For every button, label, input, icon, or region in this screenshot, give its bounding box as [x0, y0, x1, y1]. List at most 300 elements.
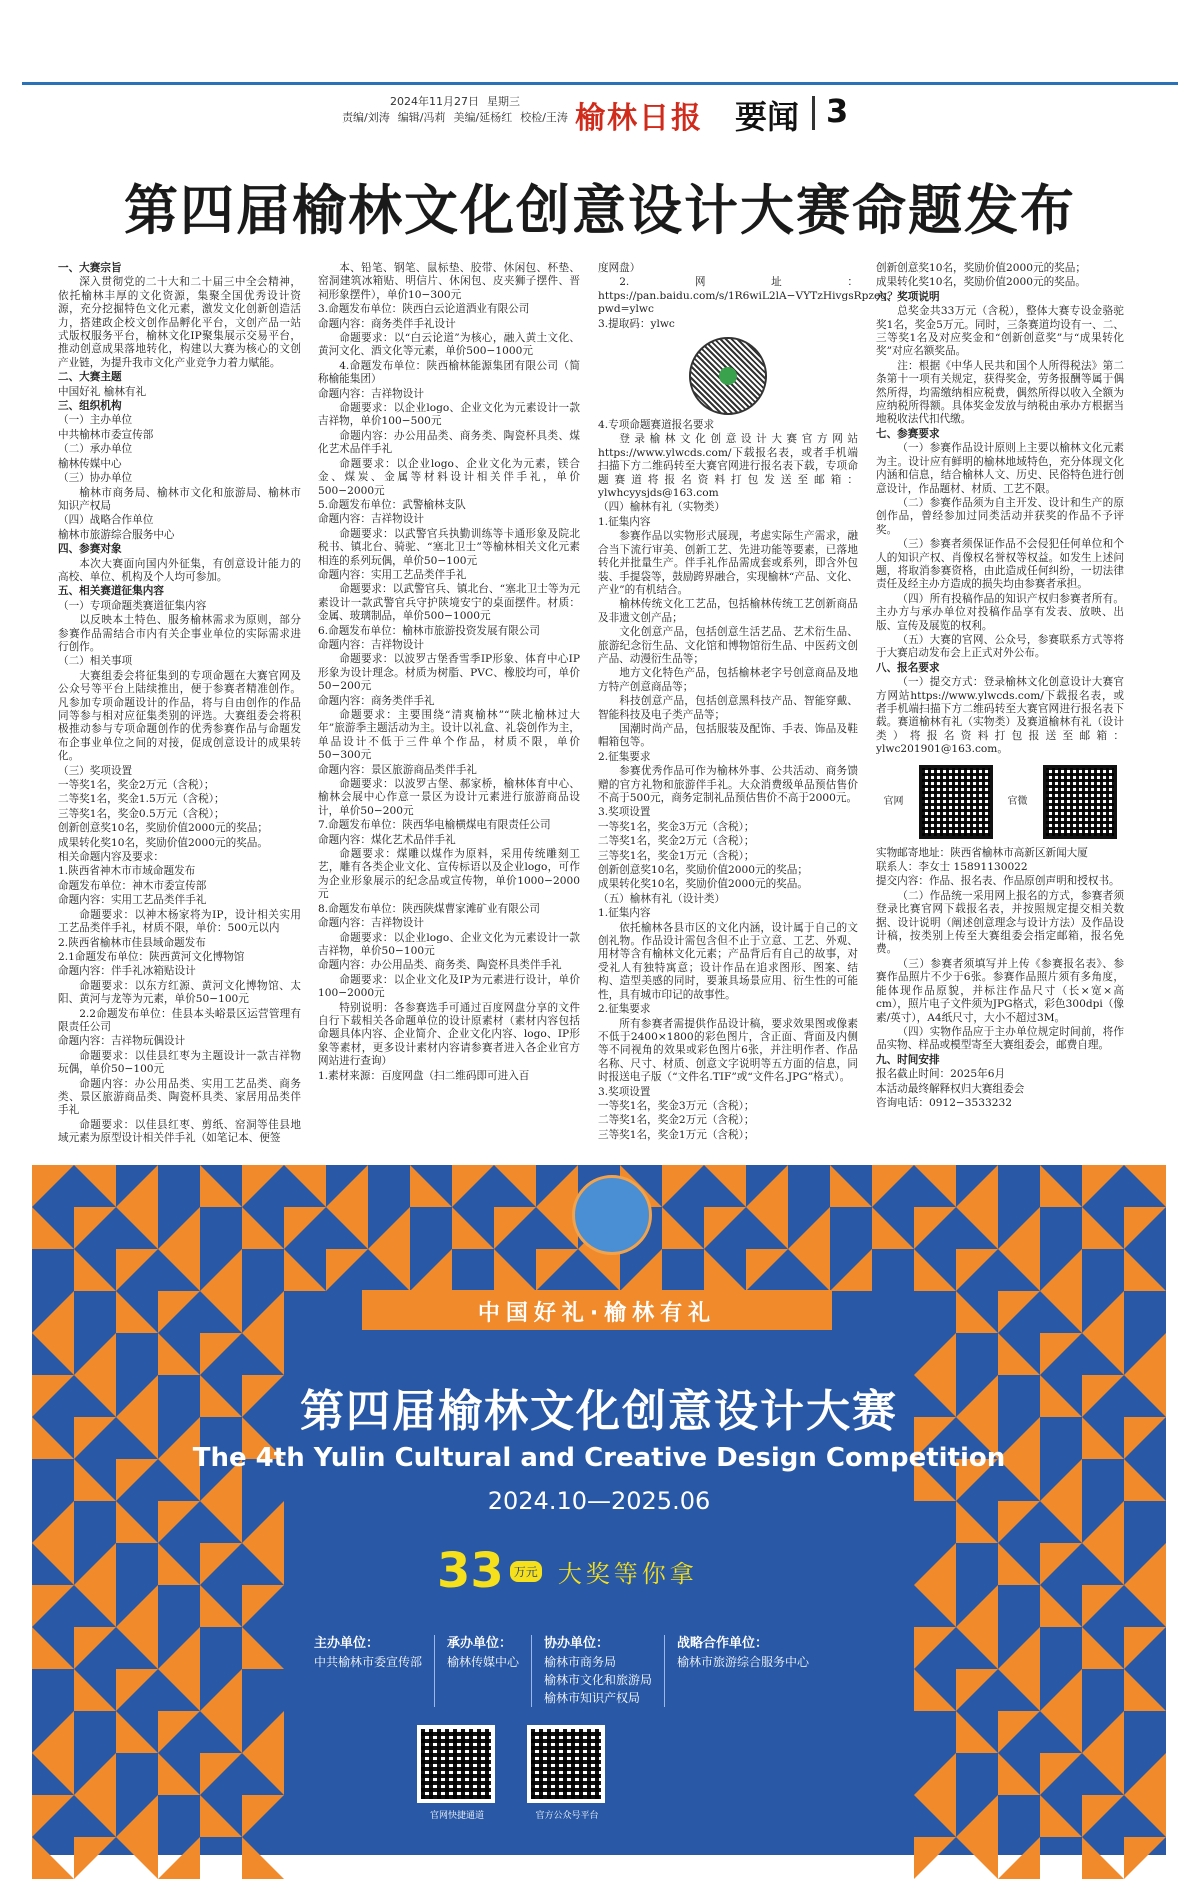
pattern-triangle	[956, 1837, 998, 1879]
pattern-triangle	[956, 1795, 998, 1837]
paragraph: （三）参赛者须保证作品不会侵犯任何单位和个人的知识产权、肖像权名誉权等权益。如发生上述问题，将取消参赛资格，由此造成任何纠纷，一切法律责任及经主办方造成的损失均由参赛者承担。	[876, 538, 1124, 591]
section-heading: 五、相关赛道征集内容	[58, 585, 164, 598]
pattern-triangle	[452, 1207, 494, 1249]
paragraph: 深入贯彻党的二十大和二十届三中全会精神，依托榆林丰厚的文化资源，集聚全国优秀设计资源，充分挖掘特色文化元素，激发文化创新创造活力，搭建政企校文创作品孵化平台，文创产品一站式版权服务平台，榆林文化IP聚集展示交易平台，推动创意成果落地转化，构建以大赛为核心的文创产业链，为提升我市文化产业竞争力着力赋能。	[58, 276, 301, 369]
pattern-triangle	[74, 1585, 116, 1627]
paragraph: 一等奖1名，奖金3万元（含税）；	[598, 820, 755, 833]
paragraph: 命题内容：吉祥物设计	[318, 638, 424, 651]
pattern-triangle	[200, 1165, 242, 1207]
pattern-triangle	[242, 1333, 284, 1375]
paragraph: 国潮时尚产品，包括服装及配饰、手表、饰品及鞋帽箱包等。	[598, 722, 858, 749]
website-qr-label: 官网快捷通道	[429, 1811, 484, 1821]
paragraph: 大赛组委会将征集到的专项命题在大赛官网及公众号等平台上陆续推出，便于参赛者精准创作。凡参加专项命题设计的作品，将与自由创作的作品同等参与相对应征集类别的评选。大赛组委会将积极推动参与专项命题创作的优秀参赛作品与命题发布企事业单位之间的对接，促成创意设计的成果转化。	[58, 669, 301, 763]
wechat-qr-code[interactable]	[527, 1725, 605, 1803]
paragraph: 地方文化特色产品，包括榆林老字号创意商品及地方特产创意商品等；	[598, 667, 858, 693]
paragraph: 注：根据《中华人民共和国个人所得税法》第二条第十一项有关规定，获得奖金，劳务报酬等属于偶然所得，均需缴纳相应税费，偶然所得以收入全额为应纳税所得额。具体奖金发放与纳税由承办方根据当地税收法代扣代缴。	[876, 359, 1124, 426]
paragraph: 3.奖项设置	[598, 806, 651, 819]
pattern-triangle	[32, 1291, 74, 1333]
paragraph: 本次大赛面向国内外征集，有创意设计能力的高校、单位、机构及个人均可参加。	[58, 557, 301, 583]
column-2	[318, 262, 580, 1152]
contact-qr-row	[876, 765, 1124, 839]
paragraph: 三等奖1名，奖金1万元（含税）；	[598, 849, 755, 862]
paragraph: 命题内容：景区旅游商品类伴手礼	[318, 763, 477, 776]
pattern-triangle	[956, 1291, 998, 1333]
pattern-triangle	[1124, 1795, 1166, 1837]
paragraph: 相关命题内容及要求：	[58, 851, 164, 864]
pattern-triangle	[872, 1165, 914, 1207]
paragraph: 2.征集要求	[598, 750, 651, 763]
organizer-list	[302, 1635, 1062, 1707]
paragraph: 报名截止时间：2025年6月	[876, 1068, 1006, 1081]
co-name-1: 榆林市商务局	[544, 1655, 617, 1669]
paragraph: 命题内容：实用工艺品类伴手礼	[58, 894, 207, 907]
host-label: 主办单位：	[314, 1636, 380, 1651]
column-3	[598, 262, 893, 1152]
paragraph: 命题要求：以企业logo、企业文化为元素，镁合金、煤炭、金属等材料设计相关伴手礼，单价500−2000元	[318, 457, 580, 497]
pattern-triangle	[74, 1207, 116, 1249]
paragraph: 成果转化奖10名，奖励价值2000元的奖品。	[598, 878, 808, 891]
pattern-triangle	[32, 1627, 74, 1669]
paragraph: 5.命题发布单位：武警榆林支队	[318, 498, 466, 511]
pattern-triangle	[242, 1837, 284, 1879]
pattern-triangle	[74, 1669, 116, 1711]
paragraph: 榆林传统文化工艺品，包括榆林传统工艺创新商品及非遗文创产品；	[598, 598, 858, 624]
pattern-triangle	[158, 1249, 200, 1291]
wechat-qr-code[interactable]	[1043, 765, 1117, 839]
paragraph: （四）所有投稿作品的知识产权归参赛者所有。主办方与承办单位对投稿作品享有发表、放映、出版、宣传及展览的权利。	[876, 592, 1124, 632]
header-meta	[330, 94, 580, 126]
co-org	[532, 1635, 665, 1707]
pattern-triangle	[1082, 1837, 1124, 1879]
paragraph: 3.奖项设置	[598, 1085, 651, 1098]
pattern-triangle	[74, 1165, 116, 1207]
paragraph: 命题发布单位：神木市委宣传部	[58, 879, 207, 892]
pattern-triangle	[74, 1837, 116, 1879]
pattern-triangle	[1082, 1795, 1124, 1837]
paragraph: 命题要求：主要围绕“清爽榆林”“陕北榆林过大年”旅游季主题活动为主。设计以礼盒、礼袋创作为主，单品设计不低于三件单个作品，材质不限，单价50−300元	[318, 709, 580, 762]
paragraph: 3.提取码：ylwc	[598, 317, 675, 330]
pattern-triangle	[158, 1837, 200, 1879]
paragraph: 命题内容：吉祥物设计	[318, 917, 424, 930]
pattern-triangle	[116, 1711, 158, 1753]
pattern-triangle	[956, 1585, 998, 1627]
pattern-triangle	[956, 1249, 998, 1291]
pattern-triangle	[242, 1627, 284, 1669]
paragraph: 总奖金共33万元（含税），整体大赛专设金骆驼奖1名，奖金5万元。同时，三条赛道均设有一、二、三等奖1名及对应奖金和“创新创意奖”与“成果转化奖”对应名额奖品。	[876, 305, 1124, 358]
pattern-triangle	[158, 1711, 200, 1753]
pattern-triangle	[1124, 1585, 1166, 1627]
pattern-triangle	[620, 1249, 662, 1291]
paragraph: 三等奖1名，奖金1万元（含税）；	[598, 1128, 755, 1141]
website-qr-code[interactable]	[417, 1725, 495, 1803]
pattern-triangle	[1124, 1837, 1166, 1879]
paragraph: 命题要求：以“白云论道”为核心，融入黄土文化、黄河文化、酒文化等元素，单价500−1000元	[318, 332, 580, 358]
pattern-triangle	[914, 1249, 956, 1291]
pattern-triangle	[746, 1249, 788, 1291]
pattern-triangle	[662, 1165, 704, 1207]
paragraph: 成果转化奖10名，奖励价值2000元的奖品。	[58, 836, 268, 849]
pattern-triangle	[998, 1207, 1040, 1249]
pattern-triangle	[1082, 1291, 1124, 1333]
paragraph: 3.命题发布单位：陕西白云论道酒业有限公司	[318, 303, 530, 316]
pattern-triangle	[914, 1165, 956, 1207]
pattern-triangle	[116, 1837, 158, 1879]
paragraph: 以反映本土特色、服务榆林需求为原则，部分参赛作品需结合市内有关企事业单位的实际需求进行创作。	[58, 614, 301, 653]
pattern-triangle	[704, 1207, 746, 1249]
pattern-triangle	[242, 1753, 284, 1795]
website-qr-code[interactable]	[919, 765, 993, 839]
pattern-triangle	[32, 1585, 74, 1627]
pattern-triangle	[368, 1207, 410, 1249]
prize-amount: 33	[437, 1543, 504, 1599]
designer-credit: 美编/延杨红	[453, 111, 513, 124]
paragraph: （五）榆林有礼（设计类）	[598, 892, 726, 905]
pattern-triangle	[158, 1543, 200, 1585]
pattern-triangle	[158, 1291, 200, 1333]
pattern-triangle	[914, 1753, 956, 1795]
section-heading: 七、参赛要求	[876, 427, 940, 440]
pattern-triangle	[74, 1333, 116, 1375]
paragraph: 2.网址：https://pan.baidu.com/s/1R6wiL2lA−VYTzHivgsRpzeg?pwd=ylwc	[598, 276, 893, 316]
paragraph: 命题要求：以神木杨家将为IP，设计相关实用工艺品类伴手礼，材质不限，单价：500元以内	[58, 908, 301, 935]
pattern-triangle	[704, 1165, 746, 1207]
pattern-triangle	[200, 1333, 242, 1375]
paragraph: 1.陕西省神木市市域命题发布	[58, 865, 196, 878]
prize-line	[437, 1543, 698, 1599]
paragraph: （四）榆林有礼（实物类）	[598, 501, 726, 514]
pattern-triangle	[32, 1837, 74, 1879]
masthead: 榆林日报	[575, 101, 703, 136]
paragraph: 度网盘）	[598, 262, 641, 274]
pattern-triangle	[1040, 1543, 1082, 1585]
pattern-triangle	[746, 1165, 788, 1207]
pattern-triangle	[74, 1543, 116, 1585]
pattern-triangle	[200, 1669, 242, 1711]
paragraph: 特别说明：各参赛选手可通过百度网盘分享的文件自行下载相关各命题单位的设计原素材（素材内容包括命题具体内容、企业简介、企业文化内容、logo、IP形象等素材，更多设计素材内容请参赛者进入各企业官方网站进行查询）	[318, 1001, 580, 1068]
pattern-triangle	[914, 1333, 956, 1375]
paragraph: 依托榆林各县市区的文化内涵，设计属于自己的文创礼物。作品设计需包含但不止于立意、工艺、外观、用材等含有榆林文化元素；产品背后有自己的故事，对受礼人有独特寓意；设计作品在追求图形、图案、结构、造型美感的同时，要兼具场景应用、衍生性的可能性，具有城市印记的故事性。	[598, 921, 858, 1001]
pattern-triangle	[200, 1753, 242, 1795]
paragraph: 命题内容：煤化艺术品伴手礼	[318, 833, 456, 846]
pattern-triangle	[1040, 1753, 1082, 1795]
column-1	[58, 262, 301, 1152]
paragraph: 提交内容：作品、报名表、作品原创声明和授权书。	[876, 875, 1120, 888]
paragraph: 1.征集内容	[598, 515, 651, 528]
pattern-triangle	[788, 1249, 830, 1291]
paragraph: 2.陕西省榆林市佳县域命题发布	[58, 936, 206, 949]
paragraph: 榆林传媒中心	[58, 457, 122, 470]
paragraph: （三）奖项设置	[58, 764, 133, 777]
paragraph: 命题内容：办公用品类、商务类、陶瓷杯具类伴手礼	[318, 959, 562, 972]
pattern-triangle	[704, 1249, 746, 1291]
pattern-triangle	[1040, 1165, 1082, 1207]
pattern-triangle	[158, 1207, 200, 1249]
pattern-triangle	[242, 1585, 284, 1627]
pattern-triangle	[788, 1207, 830, 1249]
paragraph: 命题要求：以武警官兵、镇北台、“塞北卫士等为元素设计一款武警官兵守护陕境安宁的桌面摆件。材质：金属、玻璃制品，单价500−1000元	[318, 583, 580, 623]
pattern-triangle	[830, 1165, 872, 1207]
pattern-triangle	[368, 1249, 410, 1291]
paragraph: 榆林市商务局、榆林市文化和旅游局、榆林市知识产权局	[58, 486, 301, 512]
page-number: 3	[826, 92, 849, 130]
poster-title-en: The 4th Yulin Cultural and Creative Design Competition	[192, 1443, 1006, 1473]
organizer-label: 承办单位：	[447, 1636, 513, 1651]
section-heading: 一、大赛宗旨	[58, 262, 122, 274]
paragraph: 命题内容：吉祥物设计	[318, 513, 424, 526]
pattern-triangle	[200, 1711, 242, 1753]
pattern-triangle	[200, 1249, 242, 1291]
pattern-triangle	[1082, 1207, 1124, 1249]
paragraph: 命题内容：实用工艺品类伴手礼	[318, 568, 467, 581]
pattern-triangle	[1082, 1165, 1124, 1207]
paragraph: 命题要求：以企业logo、企业文化为元素设计一款吉祥物，单价100−500元	[318, 402, 580, 428]
paragraph: 1.征集内容	[598, 907, 651, 920]
pattern-triangle	[158, 1753, 200, 1795]
pattern-triangle	[1040, 1291, 1082, 1333]
paragraph: 榆林市旅游综合服务中心	[58, 528, 175, 541]
partner-name: 榆林市旅游综合服务中心	[677, 1655, 810, 1669]
paragraph: 一等奖1名，奖金3万元（含税）；	[598, 1099, 755, 1112]
pattern-triangle	[956, 1165, 998, 1207]
pattern-triangle	[116, 1249, 158, 1291]
prize-text: 大奖等你拿	[557, 1559, 698, 1588]
host-name: 中共榆林市委宣传部	[314, 1655, 423, 1669]
paragraph: 4.专项命题赛道报名要求	[598, 419, 715, 432]
article-columns	[58, 262, 1168, 1152]
paragraph: （五）大赛的官网、公众号，参赛联系方式等将于大赛启动发布会上正式对外公布。	[876, 633, 1124, 660]
prize-unit: 万元	[510, 1561, 542, 1582]
organizer-name: 榆林传媒中心	[447, 1655, 520, 1669]
pattern-triangle	[74, 1249, 116, 1291]
pattern-triangle	[242, 1543, 284, 1585]
pattern-triangle	[32, 1795, 74, 1837]
pattern-triangle	[1040, 1585, 1082, 1627]
pattern-triangle	[1040, 1795, 1082, 1837]
paragraph: （三）协办单位	[58, 472, 133, 485]
pattern-triangle	[494, 1249, 536, 1291]
pattern-triangle	[200, 1543, 242, 1585]
paragraph: 中共榆林市委宣传部	[58, 428, 154, 441]
pattern-triangle	[494, 1207, 536, 1249]
pattern-triangle	[200, 1795, 242, 1837]
paragraph: （一）参赛作品设计原则上主要以榆林文化元素为主。设计应有鲜明的榆林地域特色，充分体现文化内涵和信息，结合榆林人文、历史、民俗特色进行创意设计，作品题材、材质、工艺不限。	[876, 442, 1124, 495]
pattern-triangle	[242, 1165, 284, 1207]
slogan-text: 中国好礼·榆林有礼	[477, 1301, 717, 1326]
paragraph: 命题内容：办公用品类、商务类、陶瓷杯具类、煤化艺术品伴手礼	[318, 429, 580, 456]
paragraph: 创新创意奖10名，奖励价值2000元的奖品；	[876, 262, 1086, 274]
paragraph: （一）专项命题类赛道征集内容	[58, 599, 207, 612]
pattern-triangle	[116, 1795, 158, 1837]
pattern-triangle	[1082, 1585, 1124, 1627]
section-heading: 六、奖项说明	[876, 290, 940, 303]
paragraph: 命题内容：吉祥物设计	[318, 387, 424, 400]
pattern-triangle	[116, 1669, 158, 1711]
paragraph: （四）战略合作单位	[58, 514, 154, 527]
paragraph: （一）提交方式：登录榆林文化创意设计大赛官方网站https://www.ylwcds.com/下载报名表，或者手机端扫描下方二维码转至大赛官网进行报名表下载。赛道榆林有礼（实物类）及赛道榆林有礼（设计类）将报名资料打包报送至邮箱：ylwc201901@163.com。	[876, 676, 1124, 756]
partner-org	[665, 1635, 821, 1707]
paragraph: 命题要求：以企业logo、企业文化为元素设计一款吉祥物，单价50−100元	[318, 931, 580, 957]
pattern-triangle	[1124, 1627, 1166, 1669]
pattern-triangle	[1040, 1333, 1082, 1375]
paragraph: 命题内容：吉祥物玩偶设计	[58, 1035, 186, 1048]
pattern-triangle	[998, 1543, 1040, 1585]
paragraph: 本活动最终解释权归大赛组委会	[876, 1082, 1025, 1095]
compiler-credit: 编辑/冯莉	[397, 111, 446, 124]
pattern-triangle	[284, 1207, 326, 1249]
pattern-triangle	[956, 1207, 998, 1249]
pattern-triangle	[1082, 1627, 1124, 1669]
pattern-triangle	[914, 1543, 956, 1585]
proofreader-credit: 校检/王涛	[520, 111, 568, 124]
pattern-triangle	[242, 1291, 284, 1333]
paragraph: 命题内容：伴手礼冰箱贴设计	[58, 965, 196, 978]
pattern-triangle	[32, 1711, 74, 1753]
competition-poster	[32, 1165, 1166, 1855]
pattern-triangle	[116, 1627, 158, 1669]
pattern-triangle	[1124, 1165, 1166, 1207]
paragraph: 7.命题发布单位：陕西华电榆横煤电有限责任公司	[318, 819, 551, 832]
paragraph: （二）参赛作品须为自主开发、设计和生产的原创作品，曾经参加过同类活动并获奖的作品不予评奖。	[876, 496, 1124, 536]
pattern-triangle	[410, 1165, 452, 1207]
paragraph: 命题要求：以波罗古堡、郝家桥，榆林体育中心、榆林会展中心作意一景区为设计元素进行旅游商品设计，单价50−200元	[318, 778, 580, 817]
paragraph: 参赛优秀作品可作为榆林外事、公共活动、商务馈赠的官方礼物和旅游伴手礼。大众消费级单品预估售价不高于500元，商务定制礼品预估售价不高于2000元。	[598, 765, 858, 804]
paragraph: 命题要求：以东方红源、黄河文化博物馆、太阳、黄河与龙等为元素，单价50−100元	[58, 979, 301, 1006]
pattern-triangle	[914, 1837, 956, 1879]
paragraph: 命题内容：商务类伴手礼设计	[318, 317, 456, 330]
pattern-triangle	[32, 1333, 74, 1375]
pattern-triangle	[74, 1795, 116, 1837]
paragraph: （一）主办单位	[58, 414, 133, 427]
section-name: 要闻	[735, 98, 800, 136]
co-name-2: 榆林市文化和旅游局	[544, 1673, 653, 1687]
pattern-triangle	[326, 1249, 368, 1291]
editor-credit: 责编/刘涛	[342, 111, 390, 124]
host-org	[302, 1635, 435, 1707]
paragraph: 咨询电话：0912−3533232	[876, 1096, 1012, 1109]
paragraph: （二）承办单位	[58, 443, 133, 456]
paragraph: 创新创意奖10名，奖励价值2000元的奖品；	[58, 822, 268, 835]
paragraph: 命题内容：商务类伴手礼	[318, 694, 435, 707]
section-heading: 三、组织机构	[58, 400, 122, 413]
paragraph: （二）相关事项	[58, 655, 133, 668]
website-label: 官网	[883, 795, 904, 807]
pattern-triangle	[326, 1165, 368, 1207]
paragraph: 6.命题发布单位：榆林市旅游投资发展有限公司	[318, 624, 540, 637]
pattern-triangle	[746, 1207, 788, 1249]
pattern-triangle	[200, 1585, 242, 1627]
paragraph: 命题要求：以波罗古堡香雪季IP形象、体育中心IP形象为设计理念。材质为树脂、PVC、橡胶均可，单价50−200元	[318, 653, 580, 693]
paragraph: 8.命题发布单位：陕西陕煤曹家滩矿业有限公司	[318, 902, 540, 915]
paragraph: 2.征集要求	[598, 1003, 651, 1016]
pattern-triangle	[1040, 1249, 1082, 1291]
pattern-triangle	[116, 1207, 158, 1249]
pattern-triangle	[998, 1291, 1040, 1333]
pattern-triangle	[32, 1207, 74, 1249]
paragraph: 文化创意产品，包括创意生活艺品、艺术衍生品、旅游纪念衍生品、文化馆和博物馆衍生品、中医药文创产品、动漫衍生品等；	[598, 626, 858, 665]
pattern-triangle	[32, 1543, 74, 1585]
baidu-pan-qr-code[interactable]	[689, 337, 767, 415]
poster-title: 第四届榆林文化创意设计大赛	[300, 1386, 898, 1437]
paragraph: 命题要求：以佳县红枣为主题设计一款吉祥物玩偶，单价50−100元	[58, 1049, 301, 1076]
section-heading: 九、时间安排	[876, 1053, 940, 1066]
wechat-label: 官微	[1007, 795, 1028, 807]
pattern-triangle	[914, 1795, 956, 1837]
pattern-triangle	[662, 1207, 704, 1249]
pattern-triangle	[200, 1291, 242, 1333]
pattern-triangle	[116, 1291, 158, 1333]
pattern-triangle	[1124, 1669, 1166, 1711]
section-heading: 二、大赛主题	[58, 371, 122, 384]
pattern-triangle	[1082, 1543, 1124, 1585]
paragraph: 创新创意奖10名，奖励价值2000元的奖品；	[598, 864, 808, 877]
pattern-triangle	[1082, 1753, 1124, 1795]
pattern-triangle	[494, 1165, 536, 1207]
pattern-triangle	[452, 1165, 494, 1207]
pattern-triangle	[158, 1627, 200, 1669]
pattern-triangle	[536, 1165, 578, 1207]
pattern-triangle	[158, 1333, 200, 1375]
pattern-triangle	[536, 1249, 578, 1291]
paragraph: 三等奖1名，奖金0.5万元（含税）；	[58, 807, 225, 820]
pattern-triangle	[242, 1795, 284, 1837]
pattern-triangle	[956, 1711, 998, 1753]
paragraph: （三）参赛者须填写并上传《参赛报名表》、参赛作品照片不少于6张。参赛作品照片须有多角度，能体现作品原貌，并标注作品尺寸（长×宽×高cm），照片电子文件须为JPG格式，彩色300dpi（像素/英寸），A4纸尺寸，大小不超过3M。	[876, 957, 1124, 1024]
paragraph: 命题要求：煤雕以煤作为原料，采用传统雕刻工艺，雕有各类企业文化、宣传标语以及企业logo，可作为企业形象展示的纪念品或宣传物，单价1000−2000元	[318, 848, 580, 901]
pattern-triangle	[914, 1207, 956, 1249]
paragraph: 中国好礼 榆林有礼	[58, 385, 147, 398]
paragraph: 参赛作品以实物形式展现，考虑实际生产需求，融合当下流行审美、创新工艺、先进功能等要素，已落地转化并批量生产。伴手礼作品需成套或系列，即含外包装、手提袋等，鼓励跨界融合，实现榆林“产品、文化、产业”的有机结合。	[598, 530, 858, 596]
pattern-triangle	[998, 1753, 1040, 1795]
pattern-triangle	[1124, 1753, 1166, 1795]
paragraph: 二等奖1名，奖金1.5万元（含税）；	[58, 793, 225, 806]
paragraph: 联系人：李女士 15891130022	[876, 861, 1028, 874]
paragraph: （二）作品统一采用网上报名的方式，参赛者须登录比赛官网下载报名表，并按照规定提交相关数据、设计说明（阐述创意理念与设计方法）及作品设计稿，按类别上传至大赛组委会指定邮箱，报名免费。	[876, 889, 1124, 956]
paragraph: 一等奖1名，奖金2万元（含税）；	[58, 779, 215, 792]
paragraph: 2.2命题发布单位：佳县本头峪景区运营管理有限责任公司	[58, 1007, 301, 1033]
pattern-triangle	[410, 1249, 452, 1291]
column-4	[876, 262, 1124, 1152]
paragraph: 本、铅笔、钢笔、鼠标垫、胶带、休闲包、杯垫、窑洞建筑冰箱贴、明信片、休闲包、皮夹狮子摆件、晋祠形象摆件），单价10−300元	[318, 262, 580, 301]
paragraph: 实物邮寄地址：陕西省榆林市高新区新闻大厦	[876, 846, 1088, 859]
pattern-triangle	[1124, 1543, 1166, 1585]
pattern-triangle	[998, 1333, 1040, 1375]
co-label: 协办单位：	[544, 1636, 610, 1651]
paragraph: 2.1命题发布单位：陕西黄河文化博物馆	[58, 950, 245, 963]
pattern-triangle	[872, 1207, 914, 1249]
pattern-triangle	[1082, 1711, 1124, 1753]
pattern-triangle	[158, 1669, 200, 1711]
pattern-triangle	[326, 1207, 368, 1249]
pattern-triangle	[1124, 1333, 1166, 1375]
pattern-triangle	[116, 1585, 158, 1627]
pattern-triangle	[284, 1165, 326, 1207]
paragraph: 登录榆林文化创意设计大赛官方网站https://www.ylwcds.com/下载报名表，或者手机端扫描下方二维码转至大赛官网进行报名表下载，专项命题赛道将报名资料打包发送至邮箱：ylwhcyysjds@163.com	[598, 433, 858, 500]
pattern-triangle	[830, 1249, 872, 1291]
pattern-triangle	[1124, 1207, 1166, 1249]
issue-weekday: 星期三	[487, 95, 520, 108]
paragraph: 命题要求：以武警官兵执勤训练等卡通形象及院北税书、镇北台、骑驼、“塞北卫士”等榆林相关文化元素相连的系列玩偶，单价50−100元	[318, 527, 580, 567]
wechat-qr-label: 官方公众号平台	[535, 1811, 599, 1821]
pattern-triangle	[74, 1627, 116, 1669]
paragraph: （四）实物作品应于主办单位规定时间前，将作品实物、样品或模型寄至大赛组委会，邮费自理。	[876, 1025, 1124, 1052]
pattern-triangle	[116, 1165, 158, 1207]
poster-emblem-icon	[572, 1175, 652, 1255]
paragraph: 成果转化奖10名，奖励价值2000元的奖品。	[876, 276, 1086, 289]
pattern-triangle	[284, 1249, 326, 1291]
organizer-org	[435, 1635, 532, 1707]
header-rule	[22, 82, 1178, 85]
pattern-triangle	[74, 1753, 116, 1795]
